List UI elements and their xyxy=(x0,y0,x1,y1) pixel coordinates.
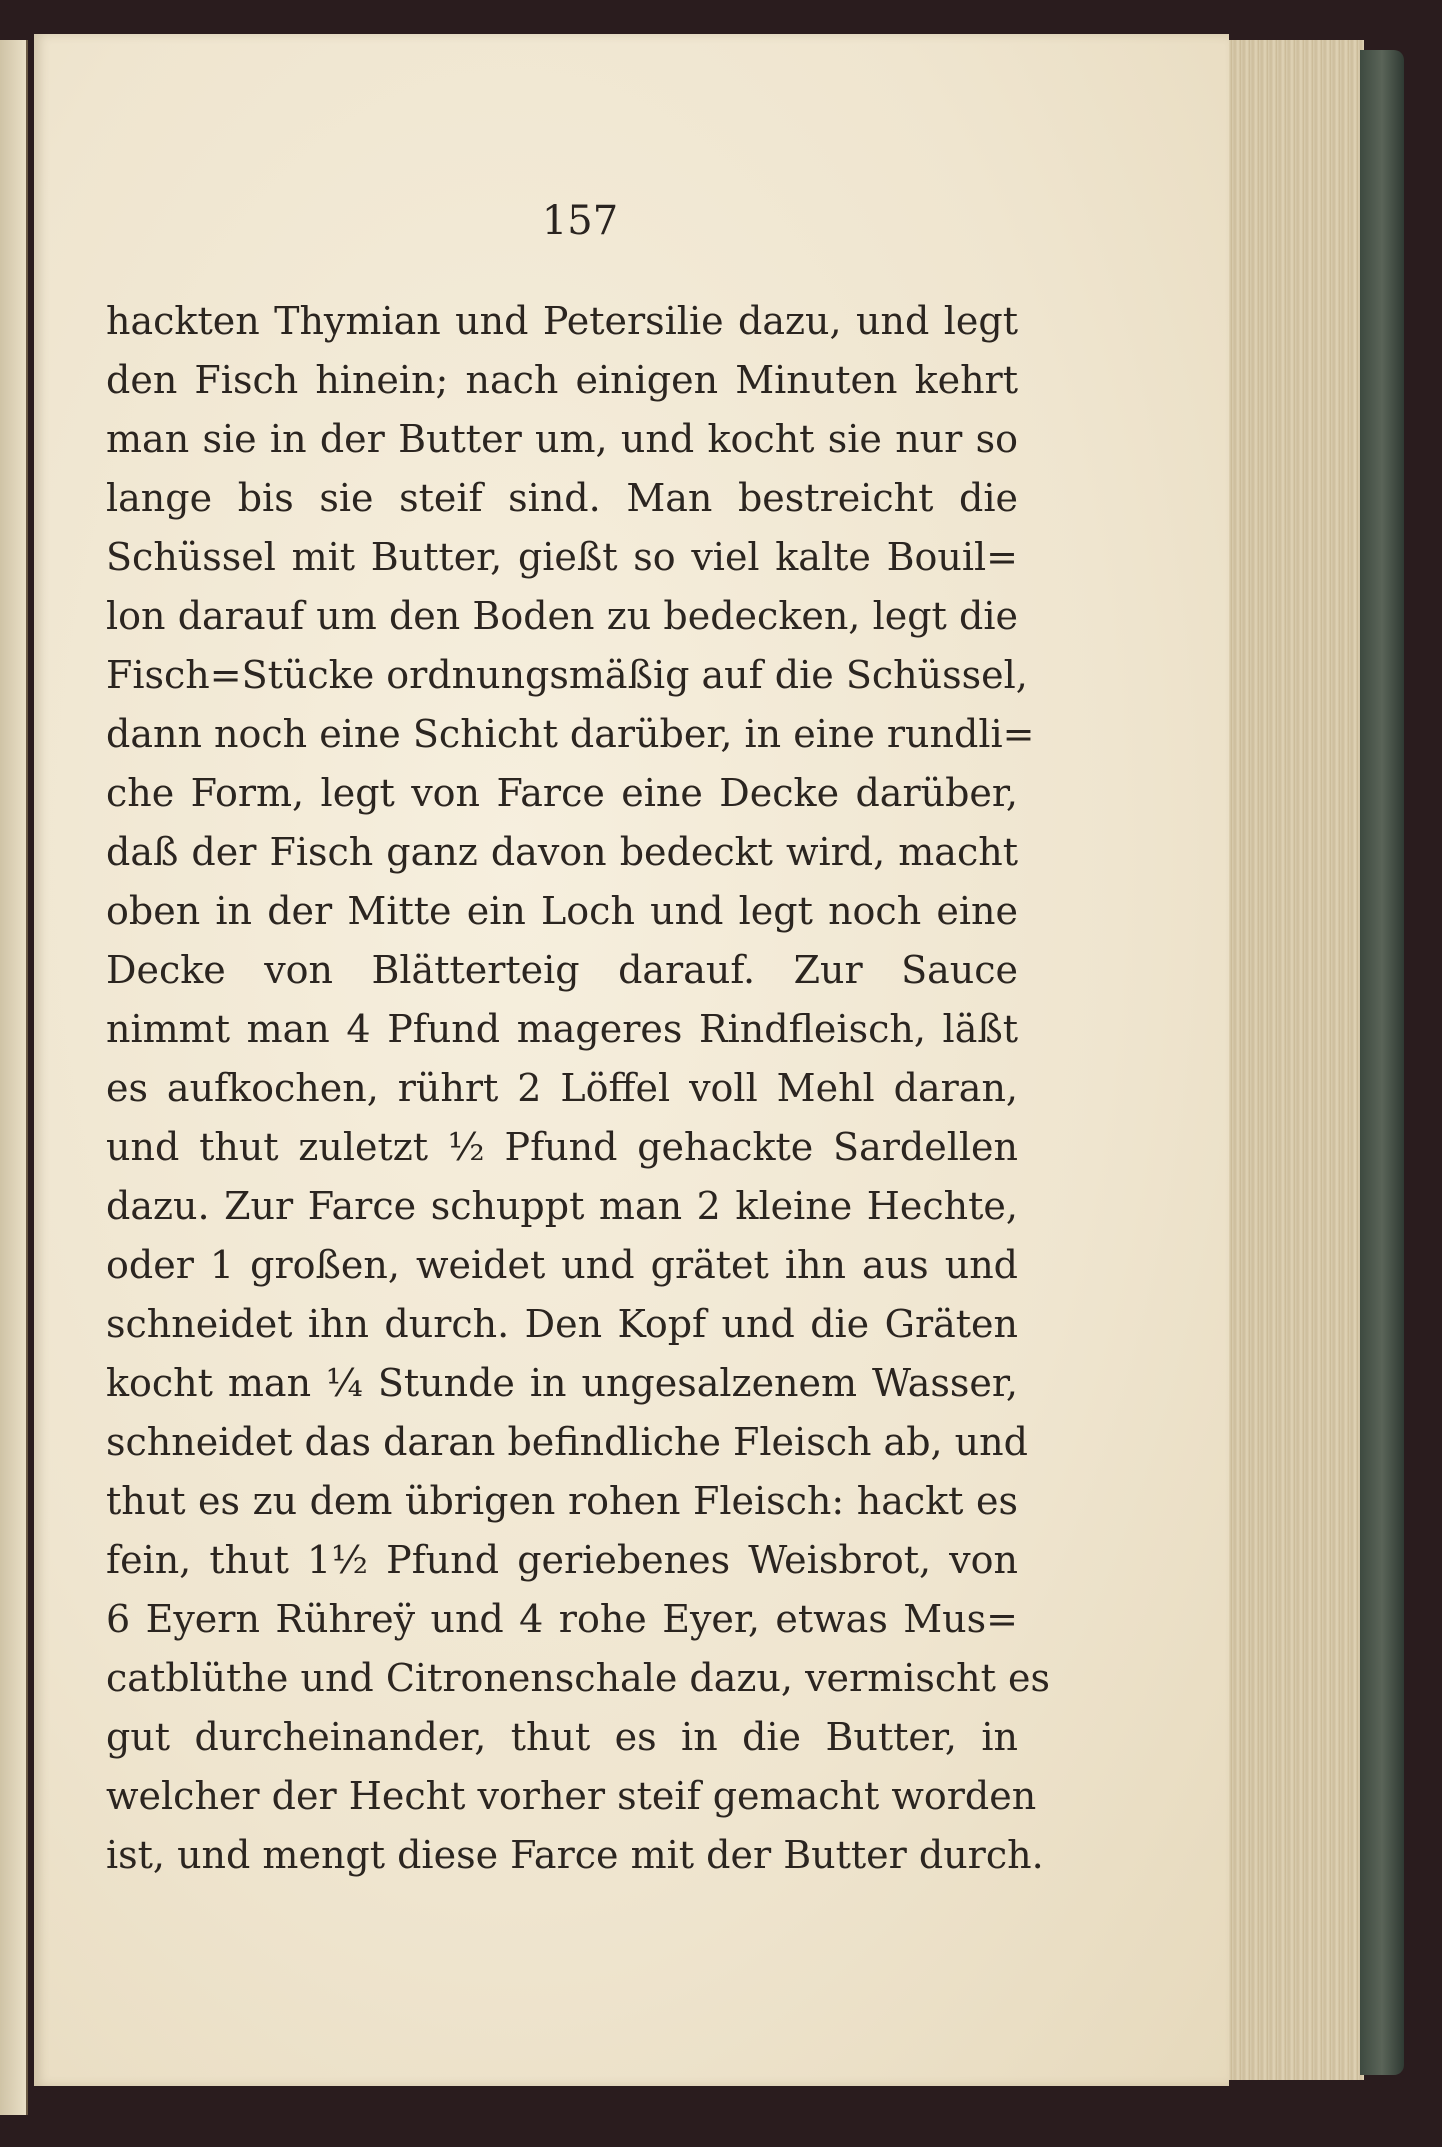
text-line: catblüthe und Citronenschale dazu, vermischt es xyxy=(106,1656,1050,1700)
text-line: hackten Thymian und Petersilie dazu, und legt xyxy=(106,299,1018,343)
text-line: den Fisch hinein; nach einigen Minuten kehrt xyxy=(106,358,1018,402)
text-line: thut es zu dem übrigen rohen Fleisch: hackt es xyxy=(106,1479,1018,1523)
text-line: schneidet das daran befindliche Fleisch ab, und xyxy=(106,1420,1028,1464)
page-number: 157 xyxy=(541,198,619,244)
text-line: lon darauf um den Boden zu bedecken, legt die xyxy=(106,594,1018,638)
text-line: welcher der Hecht vorher steif gemacht worden xyxy=(106,1774,1037,1818)
text-line: gut durcheinander, thut es in die Butter, in xyxy=(106,1715,1018,1759)
text-line: che Form, legt von Farce eine Decke darüber, xyxy=(106,771,1018,815)
text-line: man sie in der Butter um, und kocht sie nur so xyxy=(106,417,1018,461)
text-line: und thut zuletzt ½ Pfund gehackte Sardellen xyxy=(106,1125,1018,1169)
text-line: es aufkochen, rührt 2 Löffel voll Mehl daran, xyxy=(106,1066,1018,1110)
text-line: oder 1 großen, weidet und grätet ihn aus und xyxy=(106,1243,1018,1287)
text-line: fein, thut 1½ Pfund geriebenes Weisbrot, von xyxy=(106,1538,1018,1582)
text-line: Fisch=Stücke ordnungsmäßig auf die Schüssel, xyxy=(106,653,1028,697)
page-edges xyxy=(1212,40,1364,2080)
text-line: dann noch eine Schicht darüber, in eine rundli= xyxy=(106,712,1035,756)
left-page-edge xyxy=(0,40,28,2115)
body-text xyxy=(106,292,1050,1885)
text-line: dazu. Zur Farce schuppt man 2 kleine Hechte, xyxy=(106,1184,1018,1228)
text-line: nimmt man 4 Pfund mageres Rindfleisch, läßt xyxy=(106,1007,1018,1051)
text-line: daß der Fisch ganz davon bedeckt wird, macht xyxy=(106,830,1018,874)
text-line: ist, und mengt diese Farce mit der Butter durch. xyxy=(106,1833,1044,1877)
text-line: Decke von Blätterteig darauf. Zur Sauce xyxy=(106,948,1018,992)
text-line: schneidet ihn durch. Den Kopf und die Gräten xyxy=(106,1302,1018,1346)
text-line: Schüssel mit Butter, gießt so viel kalte Bouil= xyxy=(106,535,1018,579)
text-line: lange bis sie steif sind. Man bestreicht die xyxy=(106,476,1018,520)
text-line: oben in der Mitte ein Loch und legt noch eine xyxy=(106,889,1018,933)
book-cover-edge xyxy=(1360,50,1404,2075)
text-line: kocht man ¼ Stunde in ungesalzenem Wasser, xyxy=(106,1361,1018,1405)
text-line: 6 Eyern Rühreÿ und 4 rohe Eyer, etwas Mus= xyxy=(106,1597,1018,1641)
